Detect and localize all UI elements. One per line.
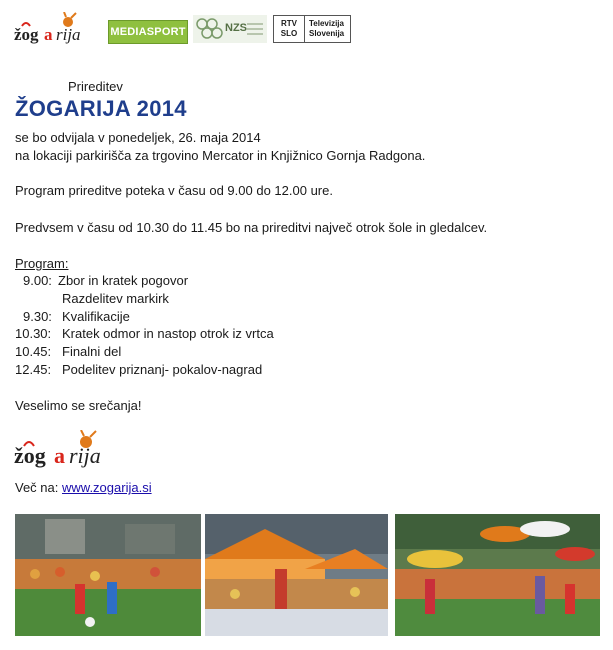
rtv-logo-line-4: Slovenija [309,29,345,38]
program-time-6: 12.45: [15,362,52,377]
mediasport-logo [108,20,188,44]
rtv-logo-line-1: RTV [281,19,297,28]
svg-text:rija: rija [69,443,101,468]
event-photo-2 [205,514,388,636]
svg-text:a: a [44,25,53,44]
program-item-1: Zbor in kratek pogovor [58,273,189,288]
program-item-5: Finalni del [62,344,122,359]
page-title: ŽOGARIJA 2014 [15,96,187,121]
rtv-slo-logo [273,15,351,43]
program-item-4: Kratek odmor in nastop otrok iz vrtca [62,326,274,341]
nzs-logo-text: NZS [225,22,247,34]
rtv-logo-line-3: Televizija [309,19,344,28]
mediasport-logo-text: MEDIASPORT [110,26,186,38]
event-photo-3 [395,514,600,636]
more-label: Več na: [15,480,59,495]
website-link[interactable]: www.zogarija.si [62,480,152,495]
time-line: Program prireditve poteka v času od 9.00 do 12.00 ure. [15,183,333,198]
event-photo-1 [15,514,201,636]
pre-title: Prireditev [68,79,123,94]
svg-text:rija: rija [56,25,81,44]
svg-text:žog: žog [14,25,39,44]
program-time-1: 9.00: [23,273,52,288]
location-line: na lokaciji parkirišča za trgovino Mercator in Knjižnico Gornja Radgona. [15,148,426,163]
program-item-6: Podelitev priznanj- pokalov-nagrad [62,362,263,377]
zogarija-logo [14,12,94,48]
program-heading: Program: [15,256,69,271]
closing-line: Veselimo se srečanja! [15,398,142,413]
more-info-line [15,480,152,496]
nzs-logo [193,15,267,43]
date-line: se bo odvijala v ponedeljek, 26. maja 2014 [15,130,261,145]
program-time-5: 10.45: [15,344,52,359]
zogarija-footer-logo [14,430,126,472]
program-time-4: 10.30: [15,326,52,341]
svg-text:a: a [54,443,65,468]
program-item-3: Kvalifikacije [62,309,130,324]
rtv-logo-line-2: SLO [280,29,298,38]
program-item-2: Razdelitev markirk [62,291,169,306]
program-time-3: 9.30: [23,309,52,324]
crowd-line: Predvsem v času od 10.30 do 11.45 bo na prireditvi največ otrok šole in gledalcev. [15,220,488,235]
svg-text:žog: žog [14,443,46,468]
